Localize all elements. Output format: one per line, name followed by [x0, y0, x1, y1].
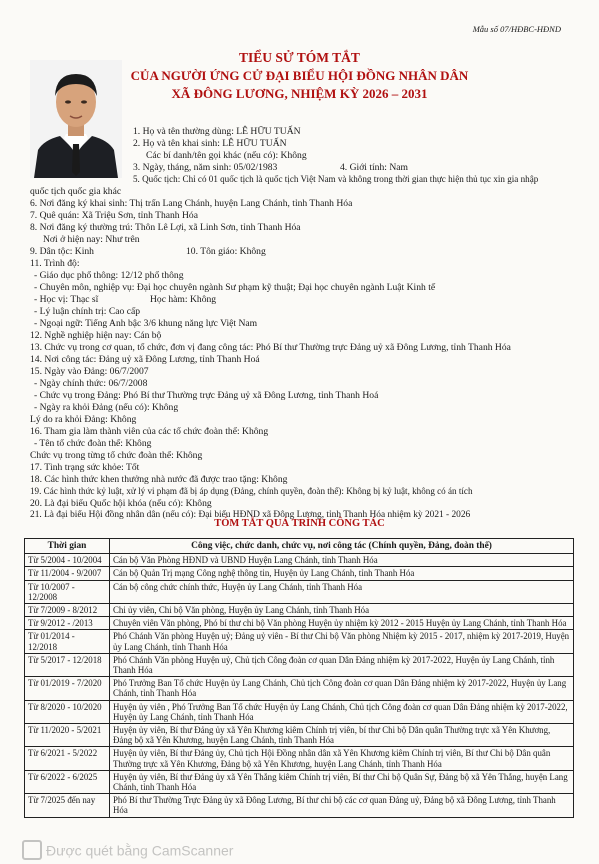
- bio-discipline: 19. Các hình thức kỷ luật, xử lý vi phạm đã bị áp dụng (Đảng, chính quyền, đoàn thể): Không bị kỷ luật, không có án tích: [30, 486, 473, 496]
- table-row: [25, 724, 574, 747]
- work-period-cell: Từ 5/2004 - 10/2004: [25, 554, 110, 567]
- work-description-cell: Phó Trưởng Ban Tổ chức Huyện ủy Lang Chánh, Chủ tịch Công đoàn cơ quan Dân Đảng nhiệm kỳ 2017-2022, Huyện ủy Lang Chánh, tỉnh Thanh Hóa: [110, 677, 574, 700]
- bio-awards: 18. Các hình thức khen thưởng nhà nước đã được trao tặng: Không: [30, 474, 288, 485]
- bio-gender: 4. Giới tính: Nam: [340, 162, 408, 173]
- bio-hometown: 7. Quê quán: Xã Triệu Sơn, tỉnh Thanh Hóa: [30, 210, 198, 221]
- bio-workplace: 14. Nơi công tác: Đảng uỷ xã Đông Lương, tỉnh Thanh Hoá: [30, 354, 260, 365]
- bio-foreign-language: - Ngoại ngữ: Tiếng Anh bậc 3/6 khung năng lực Việt Nam: [34, 318, 258, 329]
- column-header-description: Công việc, chức danh, chức vụ, nơi công tác (Chính quyền, Đảng, đoàn thể): [110, 539, 574, 554]
- table-row: [25, 770, 574, 793]
- document-subtitle: CỦA NGƯỜI ỨNG CỬ ĐẠI BIỂU HỘI ĐỒNG NHÂN DÂN: [130, 68, 469, 83]
- work-description-cell: Phó Bí thư Thường Trực Đảng ủy xã Đông Lương, Bí thư chi bộ các cơ quan Đảng uỷ, Đảng bộ xã Đông Lương, tỉnh Thanh Hóa: [110, 794, 574, 817]
- work-period-cell: Từ 11/2004 - 9/2007: [25, 567, 110, 580]
- bio-health: 17. Tình trạng sức khỏe: Tốt: [30, 462, 140, 473]
- bio-organization-name: - Tên tổ chức đoàn thể: Không: [34, 438, 152, 449]
- table-row: [25, 677, 574, 700]
- work-period-cell: Từ 5/2017 - 12/2018: [25, 653, 110, 676]
- bio-education-heading: 11. Trình độ:: [30, 258, 80, 269]
- document-title: TIỂU SỬ TÓM TẮT: [239, 50, 360, 65]
- work-period-cell: Từ 9/2012 - /2013: [25, 617, 110, 630]
- work-description-cell: Chi ủy viên, Chi bộ Văn phòng, Huyện ủy Lang Chánh, tỉnh Thanh Hóa: [110, 604, 574, 617]
- table-header-row: [25, 539, 574, 554]
- bio-party-join-date: 15. Ngày vào Đảng: 06/7/2007: [30, 366, 149, 377]
- document-subtitle-term: XÃ ĐÔNG LƯƠNG, NHIỆM KỲ 2026 – 2031: [171, 86, 428, 101]
- bio-academic-degree: - Học vị: Thạc sĩ: [34, 294, 99, 305]
- work-period-cell: Từ 6/2022 - 6/2025: [25, 770, 110, 793]
- bio-common-name: 1. Họ và tên thường dùng: LÊ HỮU TUẤN: [133, 126, 301, 137]
- bio-party-leave-date: - Ngày ra khỏi Đảng (nếu có): Không: [34, 402, 179, 413]
- work-period-cell: Từ 8/2020 - 10/2020: [25, 700, 110, 723]
- bio-ethnicity: 9. Dân tộc: Kinh: [30, 246, 94, 257]
- table-row: [25, 580, 574, 603]
- table-row: [25, 604, 574, 617]
- bio-organization-position: Chức vụ trong từng tổ chức đoàn thể: Không: [30, 450, 203, 461]
- bio-general-education: - Giáo dục phổ thông: 12/12 phổ thông: [34, 270, 184, 281]
- table-row: [25, 747, 574, 770]
- work-description-cell: Huyện ủy viên, Bí thư Đảng ủy xã Yên Thắng kiêm Chính trị viên, Bí thư Chi bộ Quân Sự, Đảng bộ xã Yên Thắng, huyện Lang Chánh, tỉnh Thanh Hóa: [110, 770, 574, 793]
- camscanner-watermark: [22, 842, 233, 862]
- bio-birth-name: 2. Họ và tên khai sinh: LÊ HỮU TUẤN: [133, 138, 287, 149]
- work-description-cell: Cán bộ Quản Trị mạng Công nghệ thông tin, Huyện ủy Lang Chánh, tỉnh Thanh Hóa: [110, 567, 574, 580]
- table-row: [25, 653, 574, 676]
- bio-occupation: 12. Nghề nghiệp hiện nay: Cán bộ: [30, 330, 162, 341]
- bio-aliases: Các bí danh/tên gọi khác (nếu có): Không: [146, 150, 307, 161]
- work-description-cell: Huyện ủy viên , Phó Trưởng Ban Tổ chức Huyện ủy Lang Chánh, Chủ tịch Công đoàn cơ quan Dân Đảng nhiệm kỳ 2017-2022, Huyện ủy Lang Chánh, tỉnh Thanh Hóa: [110, 700, 574, 723]
- candidate-portrait-photo: [30, 60, 122, 178]
- bio-national-assembly: 20. Là đại biểu Quốc hội khóa (nếu có): Không: [30, 498, 212, 509]
- bio-date-of-birth: 3. Ngày, tháng, năm sinh: 05/02/1983: [133, 162, 278, 173]
- bio-academic-title: Học hàm: Không: [150, 294, 217, 305]
- bio-party-leave-reason: Lý do ra khỏi Đảng: Không: [30, 414, 137, 425]
- work-period-cell: Từ 01/2019 - 7/2020: [25, 677, 110, 700]
- bio-birth-registration: 6. Nơi đăng ký khai sinh: Thị trấn Lang Chánh, huyện Lang Chánh, tỉnh Thanh Hóa: [30, 198, 353, 209]
- table-row: [25, 630, 574, 653]
- table-row: [25, 617, 574, 630]
- table-row: [25, 794, 574, 817]
- camscanner-logo-icon: [22, 840, 42, 860]
- work-period-cell: Từ 10/2007 - 12/2008: [25, 580, 110, 603]
- bio-religion: 10. Tôn giáo: Không: [186, 246, 266, 257]
- work-description-cell: Cán bộ Văn Phòng HĐND và UBND Huyện Lang Chánh, tỉnh Thanh Hóa: [110, 554, 574, 567]
- work-period-cell: Từ 7/2025 đến nay: [25, 794, 110, 817]
- bio-nationality-cont: quốc tịch quốc gia khác: [30, 186, 122, 197]
- bio-people-council: 21. Là đại biểu Hội đồng nhân dân (nếu có): Đại biểu HĐND xã Đông Lương, tỉnh Thanh Hóa nhiệm kỳ 2021 - 2026: [30, 510, 471, 520]
- work-description-cell: Phó Chánh Văn phòng Huyện uỷ; Đảng uỷ viên - Bí thư Chi bộ Văn phòng Nhiệm kỳ 2015 - 2017, nhiệm kỳ 2017-2019, Huyện ủy Lang Chánh, tỉnh Thanh Hóa: [110, 630, 574, 653]
- bio-party-position: - Chức vụ trong Đảng: Phó Bí thư Thường trực Đảng uỷ xã Đông Lương, tỉnh Thanh Hoá: [34, 390, 379, 401]
- form-number: Mẫu số 07/HĐBC-HĐND: [472, 24, 561, 34]
- work-history-title: TÓM TẮT QUÁ TRÌNH CÔNG TÁC: [214, 518, 385, 529]
- bio-political-theory: - Lý luận chính trị: Cao cấp: [34, 306, 141, 317]
- table-row: [25, 700, 574, 723]
- bio-organizations: 16. Tham gia làm thành viên của các tổ chức đoàn thể: Không: [30, 426, 269, 437]
- work-description-cell: Cán bộ công chức chính thức, Huyện ủy Lang Chánh, tỉnh Thanh Hóa: [110, 580, 574, 603]
- bio-current-position: 13. Chức vụ trong cơ quan, tổ chức, đơn vị đang công tác: Phó Bí thư Thường trực Đảng uỷ xã Đông Lương, tỉnh Thanh Hóa: [30, 342, 511, 353]
- work-period-cell: Từ 01/2014 - 12/2018: [25, 630, 110, 653]
- work-description-cell: Phó Chánh Văn phòng Huyện uỷ, Chủ tịch Công đoàn cơ quan Dân Đảng nhiệm kỳ 2017-2022, Huyện ủy Lang Chánh, tỉnh Thanh Hóa: [110, 653, 574, 676]
- column-header-time: Thời gian: [25, 539, 110, 554]
- table-row: [25, 554, 574, 567]
- bio-permanent-residence: 8. Nơi đăng ký thường trú: Thôn Lê Lợi, xã Linh Sơn, tỉnh Thanh Hóa: [30, 222, 301, 233]
- bio-party-official-date: - Ngày chính thức: 06/7/2008: [34, 378, 148, 389]
- work-description-cell: Chuyên viên Văn phòng, Phó bí thư chi bộ Văn phòng Huyện ủy nhiệm kỳ 2012 - 2015 Huyện ủy Lang Chánh, tỉnh Thanh Hóa: [110, 617, 574, 630]
- work-period-cell: Từ 11/2020 - 5/2021: [25, 724, 110, 747]
- work-history-table: [24, 538, 574, 818]
- work-description-cell: Huyện ủy viên, Bí thư Đảng ủy, Chủ tịch Hội Đồng nhân dân xã Yên Khương kiêm Chính trị viên, Bí thư Chi bộ Dân quân Thường trực xã Yên Khương, Đảng bộ xã Yên Khương, huyện Lang Chánh, tỉnh Thanh Hóa: [110, 747, 574, 770]
- table-row: [25, 567, 574, 580]
- bio-current-residence: Nơi ở hiện nay: Như trên: [43, 234, 140, 245]
- watermark-text: Được quét bằng CamScanner: [46, 842, 234, 859]
- work-period-cell: Từ 6/2021 - 5/2022: [25, 747, 110, 770]
- bio-specialization: - Chuyên môn, nghiệp vụ: Đại học chuyên ngành Sư phạm kỹ thuật; Đại học chuyên ngành Luật Kinh tế: [34, 282, 436, 293]
- work-period-cell: Từ 7/2009 - 8/2012: [25, 604, 110, 617]
- bio-nationality: 5. Quốc tịch: Chỉ có 01 quốc tịch là quốc tịch Việt Nam và không trong thời gian thực hiện thủ tục xin gia nhập: [133, 174, 539, 184]
- work-description-cell: Huyện ủy viên, Bí thư Đảng ủy xã Yên Khương kiêm Chính trị viên, bí thư Chi bộ Dân quân Thường trực xã Yên Khương, Đảng bộ xã Yên Khương, huyện Lang Chánh, tỉnh Thanh Hóa: [110, 724, 574, 747]
